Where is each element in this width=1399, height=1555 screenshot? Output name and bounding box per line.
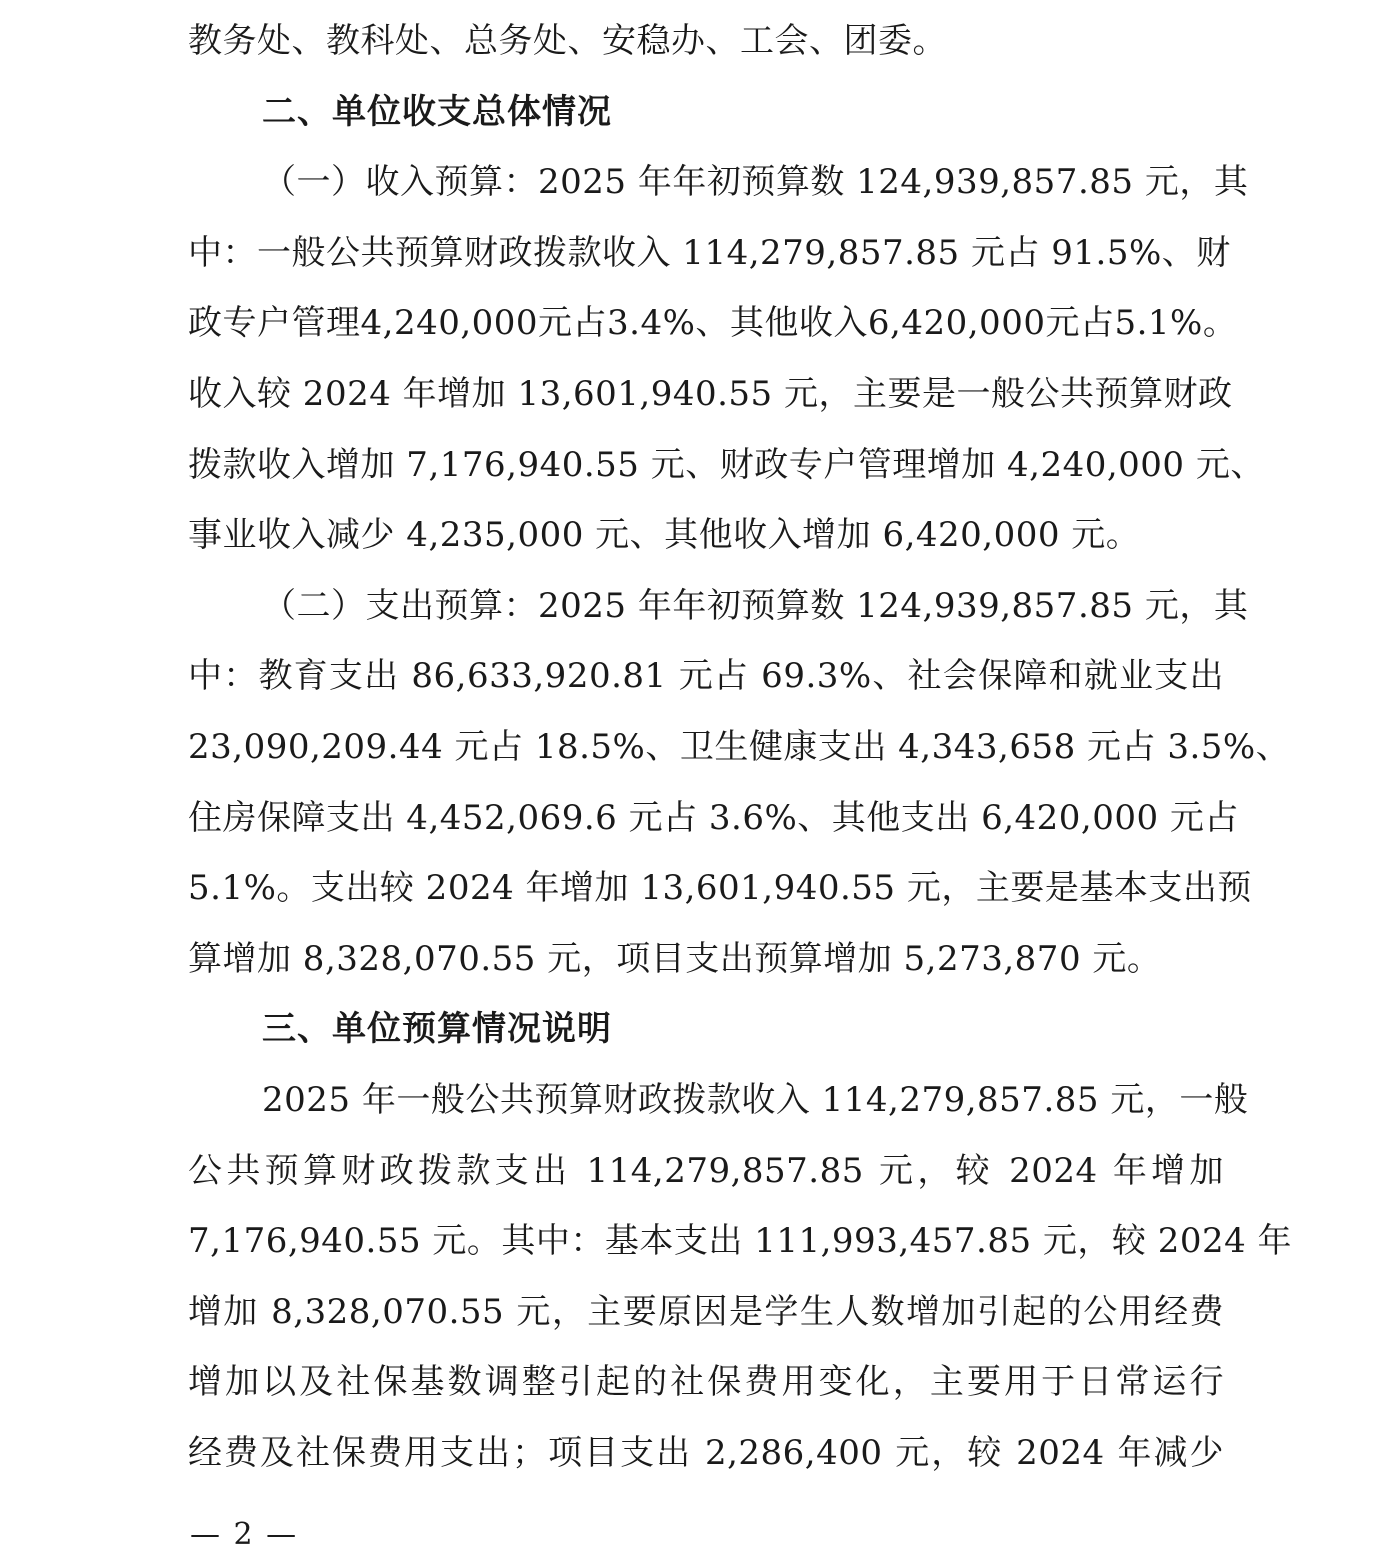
paragraph-line: 23,090,209.44 元占 18.5%、卫生健康支出 4,343,658 元占 3.5%、 xyxy=(188,726,1291,767)
paragraph-line: 增加 8,328,070.55 元，主要原因是学生人数增加引起的公用经费 xyxy=(188,1291,1224,1332)
paragraph-line: 住房保障支出 4,452,069.6 元占 3.6%、其他支出 6,420,000 元占 xyxy=(188,797,1239,838)
paragraph-text: ：2025 年年初预算数 124,939,857.85 元，其 xyxy=(503,585,1249,626)
paragraph-line: 中：教育支出 86,633,920.81 元占 69.3%、社会保障和就业支出 xyxy=(188,656,1224,697)
subsection-label-expenditure-budget: （二）支出预算 xyxy=(262,585,504,626)
subsection-label-income-budget: （一）收入预算 xyxy=(262,162,504,203)
paragraph-line: 7,176,940.55 元。其中：基本支出 111,993,457.85 元，较 2024 年 xyxy=(188,1221,1293,1262)
paragraph-line: 2025 年一般公共预算财政拨款收入 114,279,857.85 元，一般 xyxy=(262,1079,1249,1120)
paragraph-line: 算增加 8,328,070.55 元，项目支出预算增加 5,273,870 元。 xyxy=(188,938,1162,979)
document-body xyxy=(188,6,1293,1488)
page-number: — 2 — xyxy=(190,1517,299,1552)
paragraph-text: ：2025 年年初预算数 124,939,857.85 元，其 xyxy=(503,162,1249,203)
paragraph-line: 经费及社保费用支出；项目支出 2,286,400 元，较 2024 年减少 xyxy=(188,1432,1224,1473)
paragraph-line xyxy=(188,147,1249,218)
paragraph-line: 事业收入减少 4,235,000 元、其他收入增加 6,420,000 元。 xyxy=(188,515,1141,556)
paragraph-line: 拨款收入增加 7,176,940.55 元、财政专户管理增加 4,240,000 元、 xyxy=(188,444,1265,485)
paragraph-line: 收入较 2024 年增加 13,601,940.55 元，主要是一般公共预算财政 xyxy=(188,373,1233,414)
paragraph-line: 中：一般公共预算财政拨款收入 114,279,857.85 元占 91.5%、财 xyxy=(188,232,1231,273)
paragraph-line xyxy=(188,571,1249,642)
paragraph-line: 教务处、教科处、总务处、安稳办、工会、团委。 xyxy=(188,21,947,61)
section-heading-budget-explanation: 三、单位预算情况说明 xyxy=(262,1009,612,1050)
paragraph-line: 5.1%。支出较 2024 年增加 13,601,940.55 元，主要是基本支出预 xyxy=(188,868,1252,909)
paragraph-line: 政专户管理4,240,000元占3.4%、其他收入6,420,000元占5.1%。 xyxy=(188,303,1238,344)
paragraph-line: 增加以及社保基数调整引起的社保费用变化，主要用于日常运行 xyxy=(188,1362,1224,1403)
section-heading-overall-income-expenditure: 二、单位收支总体情况 xyxy=(262,91,612,132)
paragraph-line: 公共预算财政拨款支出 114,279,857.85 元，较 2024 年增加 xyxy=(188,1150,1224,1191)
